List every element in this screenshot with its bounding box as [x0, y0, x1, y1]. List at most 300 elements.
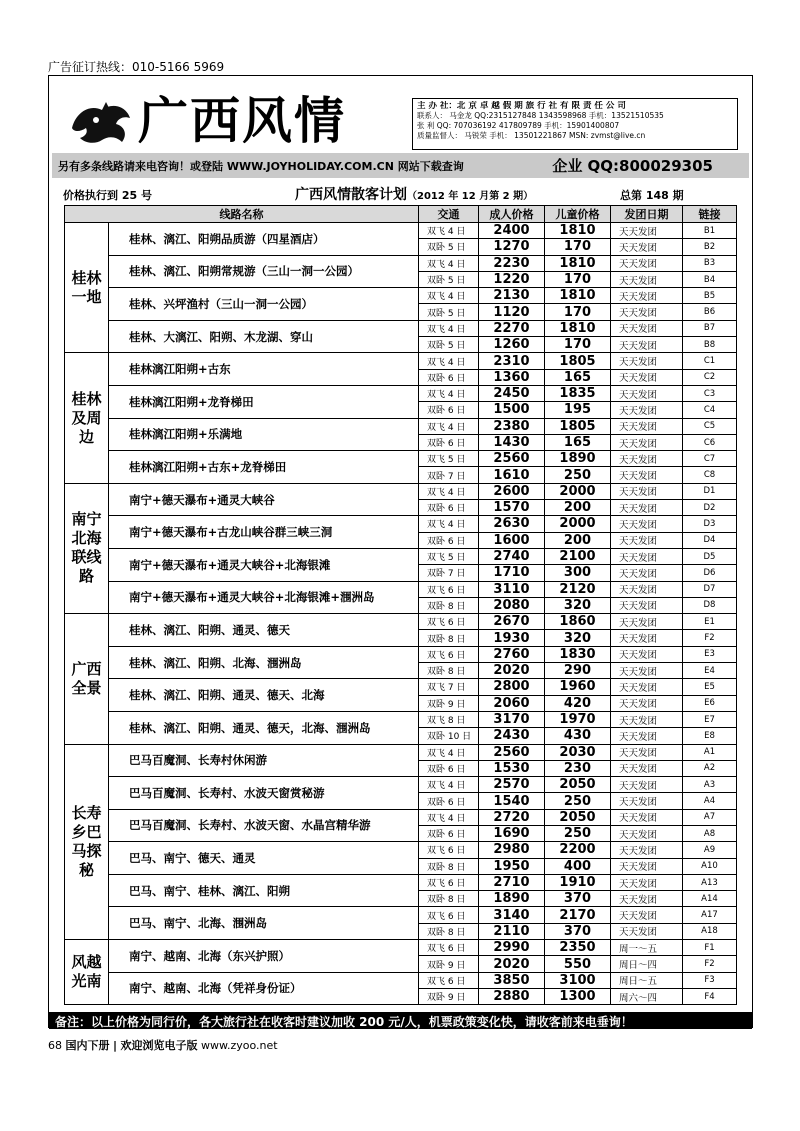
departure-cell: 天天发团 [611, 923, 683, 939]
transport-cell: 双飞 8 日 [419, 711, 479, 727]
child-price-cell: 1300 [545, 988, 611, 1004]
child-price-cell: 290 [545, 663, 611, 679]
transport-cell: 双卧 6 日 [419, 402, 479, 418]
link-code-cell: D2 [683, 500, 737, 516]
table-row [65, 744, 737, 760]
link-code-cell: D6 [683, 565, 737, 581]
table-row [65, 288, 737, 304]
region-group-label: 风越光南 [65, 940, 109, 1005]
route-name-cell: 桂林、兴坪渔村（三山一洞一公园） [109, 288, 419, 321]
link-code-cell: F2 [683, 956, 737, 972]
departure-cell: 天天发团 [611, 500, 683, 516]
link-code-cell: C6 [683, 434, 737, 450]
departure-cell: 天天发团 [611, 597, 683, 613]
child-price-cell: 2000 [545, 483, 611, 499]
child-price-cell: 165 [545, 369, 611, 385]
route-name-cell: 南宁+德天瀑布+通灵大峡谷+北海银滩+涠洲岛 [109, 581, 419, 614]
transport-cell: 双飞 6 日 [419, 907, 479, 923]
adult-price-cell: 2450 [479, 385, 545, 401]
route-name-cell: 桂林、漓江、阳朔、北海、涠洲岛 [109, 646, 419, 679]
child-price-cell: 370 [545, 891, 611, 907]
transport-cell: 双卧 6 日 [419, 434, 479, 450]
route-name-cell: 桂林、漓江、阳朔、通灵、德天、北海 [109, 679, 419, 712]
departure-cell: 天天发团 [611, 271, 683, 287]
link-code-cell: A2 [683, 760, 737, 776]
departure-cell: 天天发团 [611, 434, 683, 450]
adult-price-cell: 1930 [479, 630, 545, 646]
departure-cell: 天天发团 [611, 874, 683, 890]
transport-cell: 双卧 7 日 [419, 565, 479, 581]
adult-price-cell: 3170 [479, 711, 545, 727]
adult-price-cell: 2740 [479, 548, 545, 564]
child-price-cell: 2050 [545, 777, 611, 793]
link-code-cell: C7 [683, 451, 737, 467]
banner-qq-text: 企业 QQ:800029305 [552, 157, 713, 175]
departure-cell: 天天发团 [611, 418, 683, 434]
link-code-cell: D1 [683, 483, 737, 499]
departure-cell: 天天发团 [611, 467, 683, 483]
child-price-cell: 1810 [545, 255, 611, 271]
table-header-row [65, 206, 737, 223]
child-price-cell: 2350 [545, 940, 611, 956]
departure-cell: 天天发团 [611, 516, 683, 532]
route-name-cell: 南宁、越南、北海（东兴护照） [109, 940, 419, 973]
link-code-cell: F3 [683, 972, 737, 988]
brand-logo-text: 广西风情 [138, 91, 346, 150]
adult-price-cell: 2560 [479, 451, 545, 467]
table-row [65, 874, 737, 890]
table-row [65, 516, 737, 532]
adult-price-cell: 1430 [479, 434, 545, 450]
adult-price-cell: 2110 [479, 923, 545, 939]
transport-cell: 双卧 5 日 [419, 337, 479, 353]
transport-cell: 双卧 9 日 [419, 695, 479, 711]
table-row [65, 385, 737, 401]
child-price-cell: 370 [545, 923, 611, 939]
transport-cell: 双飞 6 日 [419, 874, 479, 890]
column-header: 成人价格 [479, 206, 545, 223]
adult-price-cell: 1260 [479, 337, 545, 353]
link-code-cell: B7 [683, 320, 737, 336]
adult-price-cell: 2630 [479, 516, 545, 532]
child-price-cell: 1910 [545, 874, 611, 890]
adult-price-cell: 1500 [479, 402, 545, 418]
departure-cell: 天天发团 [611, 728, 683, 744]
departure-cell: 天天发团 [611, 630, 683, 646]
link-code-cell: E4 [683, 663, 737, 679]
transport-cell: 双飞 4 日 [419, 809, 479, 825]
adult-price-cell: 2130 [479, 288, 545, 304]
region-group-label: 广西全景 [65, 614, 109, 744]
route-name-cell: 南宁、越南、北海（凭祥身份证） [109, 972, 419, 1005]
child-price-cell: 430 [545, 728, 611, 744]
link-code-cell: F1 [683, 940, 737, 956]
transport-cell: 双飞 6 日 [419, 614, 479, 630]
adult-price-cell: 1570 [479, 500, 545, 516]
child-price-cell: 2170 [545, 907, 611, 923]
region-group-label: 长寿乡巴马探秘 [65, 744, 109, 940]
link-code-cell: C1 [683, 353, 737, 369]
link-code-cell: B3 [683, 255, 737, 271]
link-code-cell: D4 [683, 532, 737, 548]
adult-price-cell: 2570 [479, 777, 545, 793]
route-name-cell: 巴马百魔洞、长寿村休闲游 [109, 744, 419, 777]
child-price-cell: 1835 [545, 385, 611, 401]
transport-cell: 双飞 4 日 [419, 777, 479, 793]
departure-cell: 天天发团 [611, 760, 683, 776]
link-code-cell: A13 [683, 874, 737, 890]
departure-cell: 天天发团 [611, 809, 683, 825]
route-name-cell: 桂林漓江阳朔+古东 [109, 353, 419, 386]
transport-cell: 双卧 6 日 [419, 793, 479, 809]
transport-cell: 双飞 4 日 [419, 516, 479, 532]
link-code-cell: B5 [683, 288, 737, 304]
departure-cell: 天天发团 [611, 891, 683, 907]
route-name-cell: 巴马、南宁、北海、涠洲岛 [109, 907, 419, 940]
child-price-cell: 1890 [545, 451, 611, 467]
table-row [65, 483, 737, 499]
transport-cell: 双卧 5 日 [419, 239, 479, 255]
child-price-cell: 320 [545, 597, 611, 613]
transport-cell: 双卧 9 日 [419, 988, 479, 1004]
link-code-cell: A18 [683, 923, 737, 939]
route-name-cell: 桂林、漓江、阳朔、通灵、德天 [109, 614, 419, 647]
table-row [65, 223, 737, 239]
link-code-cell: E8 [683, 728, 737, 744]
transport-cell: 双飞 4 日 [419, 418, 479, 434]
brand-header [60, 90, 740, 152]
link-code-cell: E1 [683, 614, 737, 630]
child-price-cell: 200 [545, 532, 611, 548]
child-price-cell: 320 [545, 630, 611, 646]
tour-price-table [64, 205, 737, 1005]
table-row [65, 646, 737, 662]
plan-title-issue: （2012 年 12 月第 2 期） [407, 191, 534, 202]
departure-cell: 天天发团 [611, 614, 683, 630]
link-code-cell: A3 [683, 777, 737, 793]
departure-cell: 天天发团 [611, 711, 683, 727]
table-row [65, 842, 737, 858]
transport-cell: 双卧 5 日 [419, 304, 479, 320]
table-row [65, 581, 737, 597]
plan-title-main: 广西风情散客计划 [295, 187, 407, 203]
table-row [65, 614, 737, 630]
child-price-cell: 170 [545, 271, 611, 287]
link-code-cell: D3 [683, 516, 737, 532]
link-code-cell: A4 [683, 793, 737, 809]
link-code-cell: C4 [683, 402, 737, 418]
region-group-label: 南宁北海联线路 [65, 483, 109, 613]
departure-cell: 天天发团 [611, 304, 683, 320]
departure-cell: 天天发团 [611, 777, 683, 793]
link-code-cell: E5 [683, 679, 737, 695]
child-price-cell: 2050 [545, 809, 611, 825]
transport-cell: 双飞 4 日 [419, 255, 479, 271]
adult-price-cell: 2430 [479, 728, 545, 744]
departure-cell: 天天发团 [611, 288, 683, 304]
link-code-cell: B8 [683, 337, 737, 353]
adult-price-cell: 2720 [479, 809, 545, 825]
departure-cell: 天天发团 [611, 402, 683, 418]
region-group-label: 桂林一地 [65, 223, 109, 353]
table-row [65, 451, 737, 467]
adult-price-cell: 2670 [479, 614, 545, 630]
transport-cell: 双飞 4 日 [419, 223, 479, 239]
transport-cell: 双卧 9 日 [419, 956, 479, 972]
child-price-cell: 2000 [545, 516, 611, 532]
adult-price-cell: 3110 [479, 581, 545, 597]
transport-cell: 双飞 5 日 [419, 451, 479, 467]
departure-cell: 天天发团 [611, 565, 683, 581]
route-name-cell: 桂林、大漓江、阳朔、木龙湖、穿山 [109, 320, 419, 353]
route-name-cell: 南宁+德天瀑布+古龙山峡谷群三峡三洞 [109, 516, 419, 549]
sponsor-box [412, 98, 738, 150]
issue-number: 总第 148 期 [620, 189, 684, 202]
child-price-cell: 1810 [545, 223, 611, 239]
child-price-cell: 200 [545, 500, 611, 516]
child-price-cell: 1860 [545, 614, 611, 630]
child-price-cell: 195 [545, 402, 611, 418]
child-price-cell: 1970 [545, 711, 611, 727]
transport-cell: 双卧 7 日 [419, 467, 479, 483]
adult-price-cell: 1540 [479, 793, 545, 809]
departure-cell: 天天发团 [611, 695, 683, 711]
child-price-cell: 250 [545, 793, 611, 809]
adult-price-cell: 2380 [479, 418, 545, 434]
link-code-cell: A1 [683, 744, 737, 760]
transport-cell: 双飞 4 日 [419, 320, 479, 336]
departure-cell: 天天发团 [611, 255, 683, 271]
column-header: 线路名称 [65, 206, 419, 223]
table-row [65, 353, 737, 369]
page-number: 68 [48, 1039, 62, 1052]
route-name-cell: 巴马、南宁、德天、通灵 [109, 842, 419, 875]
column-header: 发团日期 [611, 206, 683, 223]
departure-cell: 天天发团 [611, 744, 683, 760]
adult-price-cell: 2400 [479, 223, 545, 239]
link-code-cell: D5 [683, 548, 737, 564]
transport-cell: 双飞 7 日 [419, 679, 479, 695]
child-price-cell: 170 [545, 239, 611, 255]
sponsor-row: 质量监督人： 马锐荣 手机： 13501221867 MSN: zvmst@live.cn [417, 131, 646, 140]
route-name-cell: 桂林漓江阳朔+古东+龙脊梯田 [109, 451, 419, 484]
adult-price-cell: 1360 [479, 369, 545, 385]
table-row [65, 907, 737, 923]
adult-price-cell: 2710 [479, 874, 545, 890]
departure-cell: 周日～五 [611, 972, 683, 988]
transport-cell: 双卧 8 日 [419, 891, 479, 907]
link-code-cell: A7 [683, 809, 737, 825]
route-name-cell: 南宁+德天瀑布+通灵大峡谷 [109, 483, 419, 516]
adult-price-cell: 2270 [479, 320, 545, 336]
route-name-cell: 南宁+德天瀑布+通灵大峡谷+北海银滩 [109, 548, 419, 581]
table-row [65, 320, 737, 336]
region-group-label: 桂林及周边 [65, 353, 109, 483]
adult-price-cell: 2990 [479, 940, 545, 956]
route-name-cell: 桂林漓江阳朔+龙脊梯田 [109, 385, 419, 418]
plan-title [295, 184, 533, 204]
child-price-cell: 250 [545, 467, 611, 483]
transport-cell: 双飞 4 日 [419, 744, 479, 760]
departure-cell: 天天发团 [611, 483, 683, 499]
departure-cell: 天天发团 [611, 646, 683, 662]
table-row [65, 711, 737, 727]
transport-cell: 双卧 6 日 [419, 532, 479, 548]
link-code-cell: F4 [683, 988, 737, 1004]
child-price-cell: 2100 [545, 548, 611, 564]
adult-price-cell: 1610 [479, 467, 545, 483]
adult-price-cell: 2080 [479, 597, 545, 613]
link-code-cell: B6 [683, 304, 737, 320]
departure-cell: 天天发团 [611, 337, 683, 353]
child-price-cell: 300 [545, 565, 611, 581]
link-code-cell: A14 [683, 891, 737, 907]
child-price-cell: 1960 [545, 679, 611, 695]
adult-price-cell: 2020 [479, 956, 545, 972]
adult-price-cell: 2060 [479, 695, 545, 711]
transport-cell: 双飞 6 日 [419, 940, 479, 956]
transport-cell: 双卧 6 日 [419, 500, 479, 516]
departure-cell: 天天发团 [611, 385, 683, 401]
child-price-cell: 1830 [545, 646, 611, 662]
departure-cell: 天天发团 [611, 858, 683, 874]
adult-price-cell: 2760 [479, 646, 545, 662]
link-code-cell: C3 [683, 385, 737, 401]
footer-separator: | [113, 1039, 118, 1052]
transport-cell: 双卧 8 日 [419, 597, 479, 613]
departure-cell: 天天发团 [611, 663, 683, 679]
adult-price-cell: 2230 [479, 255, 545, 271]
link-code-cell: B4 [683, 271, 737, 287]
adult-price-cell: 1120 [479, 304, 545, 320]
adult-price-cell: 3140 [479, 907, 545, 923]
child-price-cell: 550 [545, 956, 611, 972]
child-price-cell: 2120 [545, 581, 611, 597]
table-row [65, 777, 737, 793]
footer-text: 欢迎浏览电子版 [120, 1039, 198, 1052]
table-row [65, 255, 737, 271]
link-code-cell: D8 [683, 597, 737, 613]
child-price-cell: 170 [545, 337, 611, 353]
link-code-cell: A9 [683, 842, 737, 858]
adult-price-cell: 2600 [479, 483, 545, 499]
child-price-cell: 1805 [545, 353, 611, 369]
sponsor-row: 张 利 QQ: 707036192 417809789 手机：15901400807 [417, 121, 620, 130]
child-price-cell: 250 [545, 825, 611, 841]
transport-cell: 双飞 6 日 [419, 581, 479, 597]
departure-cell: 天天发团 [611, 320, 683, 336]
departure-cell: 天天发团 [611, 369, 683, 385]
child-price-cell: 1805 [545, 418, 611, 434]
child-price-cell: 230 [545, 760, 611, 776]
adult-price-cell: 1890 [479, 891, 545, 907]
adult-price-cell: 1600 [479, 532, 545, 548]
table-row [65, 548, 737, 564]
link-code-cell: A8 [683, 825, 737, 841]
transport-cell: 双卧 6 日 [419, 760, 479, 776]
adult-price-cell: 2020 [479, 663, 545, 679]
child-price-cell: 165 [545, 434, 611, 450]
route-name-cell: 桂林、漓江、阳朔常规游（三山一洞一公园） [109, 255, 419, 288]
route-name-cell: 桂林、漓江、阳朔、通灵、德天，北海、涠洲岛 [109, 711, 419, 744]
departure-cell: 天天发团 [611, 825, 683, 841]
remark-note: 备注：以上价格为同行价，各大旅行社在收客时建议加收 200 元/人，机票政策变化快，请收客前来电垂询！ [49, 1012, 752, 1029]
price-valid-text: 价格执行到 25 号 [63, 189, 152, 202]
transport-cell: 双卧 8 日 [419, 663, 479, 679]
child-price-cell: 2200 [545, 842, 611, 858]
route-name-cell: 桂林、漓江、阳朔品质游（四星酒店） [109, 223, 419, 256]
route-name-cell: 巴马百魔洞、长寿村、水波天窗赏秘游 [109, 777, 419, 810]
link-code-cell: E6 [683, 695, 737, 711]
adult-price-cell: 1530 [479, 760, 545, 776]
sponsor-row: 联系人： 马金龙 QQ:2315127848 1343598968 手机：13521510535 [417, 111, 664, 120]
departure-cell: 周六～四 [611, 988, 683, 1004]
transport-cell: 双飞 6 日 [419, 972, 479, 988]
departure-cell: 天天发团 [611, 353, 683, 369]
child-price-cell: 1810 [545, 320, 611, 336]
adult-price-cell: 2560 [479, 744, 545, 760]
adult-price-cell: 1710 [479, 565, 545, 581]
adult-price-cell: 2880 [479, 988, 545, 1004]
transport-cell: 双飞 6 日 [419, 842, 479, 858]
departure-cell: 周一～五 [611, 940, 683, 956]
adult-price-cell: 2310 [479, 353, 545, 369]
table-row [65, 809, 737, 825]
transport-cell: 双卧 8 日 [419, 858, 479, 874]
link-code-cell: C5 [683, 418, 737, 434]
departure-cell: 周日～四 [611, 956, 683, 972]
departure-cell: 天天发团 [611, 679, 683, 695]
transport-cell: 双卧 5 日 [419, 271, 479, 287]
sponsor-row: 主 办 社：北 京 卓 越 假 期 旅 行 社 有 限 责 任 公 司 [417, 101, 626, 111]
transport-cell: 双飞 6 日 [419, 646, 479, 662]
table-row [65, 940, 737, 956]
transport-cell: 双卧 6 日 [419, 825, 479, 841]
link-code-cell: B1 [683, 223, 737, 239]
dragon-logo-icon [66, 98, 136, 146]
link-code-cell: A17 [683, 907, 737, 923]
transport-cell: 双飞 4 日 [419, 288, 479, 304]
transport-cell: 双飞 4 日 [419, 483, 479, 499]
link-code-cell: D7 [683, 581, 737, 597]
adult-price-cell: 2800 [479, 679, 545, 695]
column-header: 交通 [419, 206, 479, 223]
transport-cell: 双卧 10 日 [419, 728, 479, 744]
footer-site: www.zyoo.net [201, 1039, 278, 1052]
transport-cell: 双飞 4 日 [419, 353, 479, 369]
column-header: 链接 [683, 206, 737, 223]
route-name-cell: 桂林漓江阳朔+乐满地 [109, 418, 419, 451]
ad-hotline: 广告征订热线：010-5166 5969 [48, 60, 225, 74]
link-code-cell: F2 [683, 630, 737, 646]
adult-price-cell: 1950 [479, 858, 545, 874]
adult-price-cell: 1220 [479, 271, 545, 287]
info-banner [52, 153, 749, 178]
link-code-cell: B2 [683, 239, 737, 255]
link-code-cell: C2 [683, 369, 737, 385]
departure-cell: 天天发团 [611, 451, 683, 467]
child-price-cell: 1810 [545, 288, 611, 304]
transport-cell: 双卧 8 日 [419, 630, 479, 646]
table-row [65, 418, 737, 434]
transport-cell: 双卧 8 日 [419, 923, 479, 939]
child-price-cell: 420 [545, 695, 611, 711]
transport-cell: 双飞 5 日 [419, 548, 479, 564]
link-code-cell: E3 [683, 646, 737, 662]
link-code-cell: A10 [683, 858, 737, 874]
adult-price-cell: 2980 [479, 842, 545, 858]
child-price-cell: 170 [545, 304, 611, 320]
